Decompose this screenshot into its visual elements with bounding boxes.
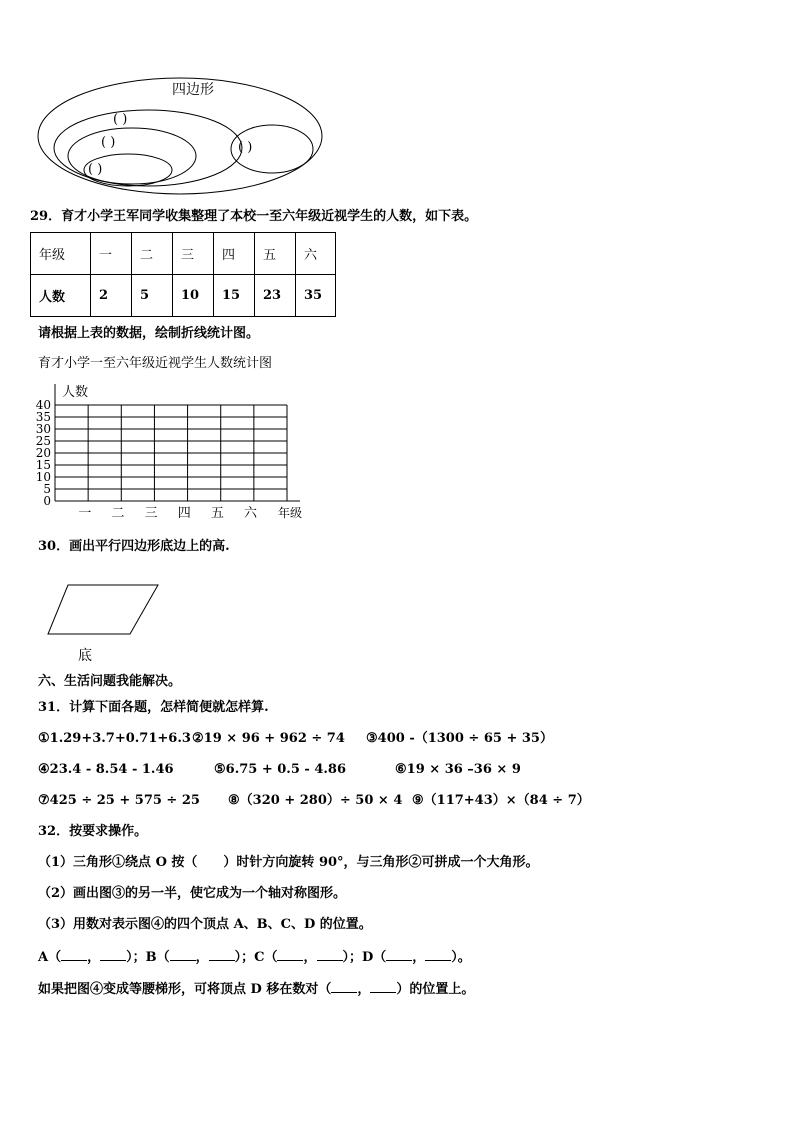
calc-item-4: ④23.4 - 8.54 - 1.46 xyxy=(38,762,174,777)
coord-text: A（ xyxy=(38,950,62,965)
y-tick-label: 10 xyxy=(35,470,51,484)
x-tick-label: 五 xyxy=(210,506,224,521)
base-label: 底 xyxy=(78,648,92,664)
table-cell: 35 xyxy=(296,275,336,317)
table-row-header: 年级 xyxy=(31,233,91,275)
table-row xyxy=(31,233,336,275)
calc-item-6: ⑥19 × 36 –36 × 9 xyxy=(395,762,521,777)
venn-blank-2[interactable]: ( ) xyxy=(101,135,116,150)
coord-text: ）；B（ xyxy=(126,950,170,965)
question-text: 如果把图④变成等腰梯形，可将顶点 D 移在数对（ xyxy=(38,982,332,997)
table-cell: 2 xyxy=(91,275,132,317)
table-cell: 10 xyxy=(173,275,214,317)
q30-prompt: 30．画出平行四边形底边上的高. xyxy=(38,539,230,554)
calc-item-1: ①1.29+3.7+0.71+6.3 xyxy=(38,731,191,746)
chart-title: 育才小学一至六年级近视学生人数统计图 xyxy=(38,356,273,371)
y-tick-label: 15 xyxy=(35,458,51,472)
calc-item-9: ⑨（117+43）×（84 ÷ 7） xyxy=(412,793,590,808)
y-tick-label: 30 xyxy=(35,422,51,436)
table-cell: 5 xyxy=(132,275,173,317)
table-cell: 三 xyxy=(173,233,214,275)
answer-blank[interactable] xyxy=(370,980,396,993)
calc-item-8: ⑧（320 + 280）÷ 50 × 4 xyxy=(228,793,403,808)
q31-prompt: 31．计算下面各题，怎样简便就怎样算. xyxy=(38,700,269,715)
answer-blank[interactable] xyxy=(425,948,451,961)
y-tick-label: 0 xyxy=(43,494,51,508)
answer-blank[interactable] xyxy=(317,948,343,961)
q29-instruction: 请根据上表的数据，绘制折线统计图。 xyxy=(38,326,260,341)
y-tick-label: 5 xyxy=(43,482,51,496)
answer-blank[interactable] xyxy=(100,948,126,961)
answer-blank[interactable] xyxy=(209,948,235,961)
calc-item-3: ③400 -（1300 ÷ 65 + 35） xyxy=(366,731,553,746)
y-tick-label: 40 xyxy=(35,398,51,412)
venn-blank-1[interactable]: ( ) xyxy=(113,112,128,127)
parallelogram-figure[interactable] xyxy=(40,580,170,640)
answer-blank[interactable] xyxy=(331,980,357,993)
table-cell: 六 xyxy=(296,233,336,275)
trapezoid-question xyxy=(38,980,474,998)
coord-text: ， xyxy=(195,950,209,965)
question-text: ）的位置上。 xyxy=(396,982,475,997)
x-axis-label: 年级 xyxy=(277,506,303,520)
table-cell: 五 xyxy=(255,233,296,275)
calc-item-5: ⑤6.75 + 0.5 - 4.86 xyxy=(214,762,346,777)
table-row-header: 人数 xyxy=(31,275,91,317)
x-tick-label: 三 xyxy=(144,506,158,521)
calc-item-7: ⑦425 ÷ 25 + 575 ÷ 25 xyxy=(38,793,200,808)
table-cell: 四 xyxy=(214,233,255,275)
answer-blank[interactable] xyxy=(386,948,412,961)
q32-sub2: （2）画出图③的另一半，使它成为一个轴对称图形。 xyxy=(38,886,347,901)
table-cell: 二 xyxy=(132,233,173,275)
coord-text: ）。 xyxy=(451,950,471,965)
q32-sub1: （1）三角形①绕点 O 按（ ）时针方向旋转 90°，与三角形②可拼成一个大角形。 xyxy=(38,855,539,870)
quadrilateral-venn-diagram xyxy=(0,0,794,200)
y-axis-label: 人数 xyxy=(62,385,89,400)
venn-outer-label: 四边形 xyxy=(172,82,214,98)
answer-blank[interactable] xyxy=(277,948,303,961)
answer-blank[interactable] xyxy=(61,948,87,961)
parallelogram xyxy=(48,585,158,634)
question-text: ， xyxy=(357,982,371,997)
coord-text: ）；D（ xyxy=(342,950,387,965)
table-cell: 一 xyxy=(91,233,132,275)
x-tick-label: 一 xyxy=(78,506,92,521)
line-chart[interactable] xyxy=(0,376,340,526)
myopia-data-table xyxy=(30,232,336,317)
venn-ellipse-2 xyxy=(54,110,242,186)
y-tick-label: 25 xyxy=(35,434,51,448)
coord-text: ， xyxy=(412,950,426,965)
venn-blank-3[interactable]: ( ) xyxy=(88,162,103,177)
coord-text: ， xyxy=(87,950,101,965)
table-row xyxy=(31,275,336,317)
coords-line xyxy=(38,948,471,966)
answer-blank[interactable] xyxy=(170,948,196,961)
table-cell: 15 xyxy=(214,275,255,317)
calc-item-2: ②19 × 96 + 962 ÷ 74 xyxy=(192,731,345,746)
y-tick-label: 35 xyxy=(35,410,51,424)
section-heading: 六、生活问题我能解决。 xyxy=(38,674,182,689)
coord-text: ）；C（ xyxy=(234,950,278,965)
q32-sub3: （3）用数对表示图④的四个顶点 A、B、C、D 的位置。 xyxy=(38,917,372,932)
y-tick-label: 20 xyxy=(35,446,51,460)
x-tick-label: 二 xyxy=(111,506,125,521)
x-tick-label: 六 xyxy=(244,506,258,521)
x-tick-label: 四 xyxy=(177,506,191,521)
q29-prompt: 29．育才小学王军同学收集整理了本校一至六年级近视学生的人数，如下表。 xyxy=(30,209,478,224)
venn-blank-4[interactable]: ( ) xyxy=(238,140,253,155)
table-cell: 23 xyxy=(255,275,296,317)
coord-text: ， xyxy=(303,950,317,965)
q32-prompt: 32．按要求操作。 xyxy=(38,824,148,839)
